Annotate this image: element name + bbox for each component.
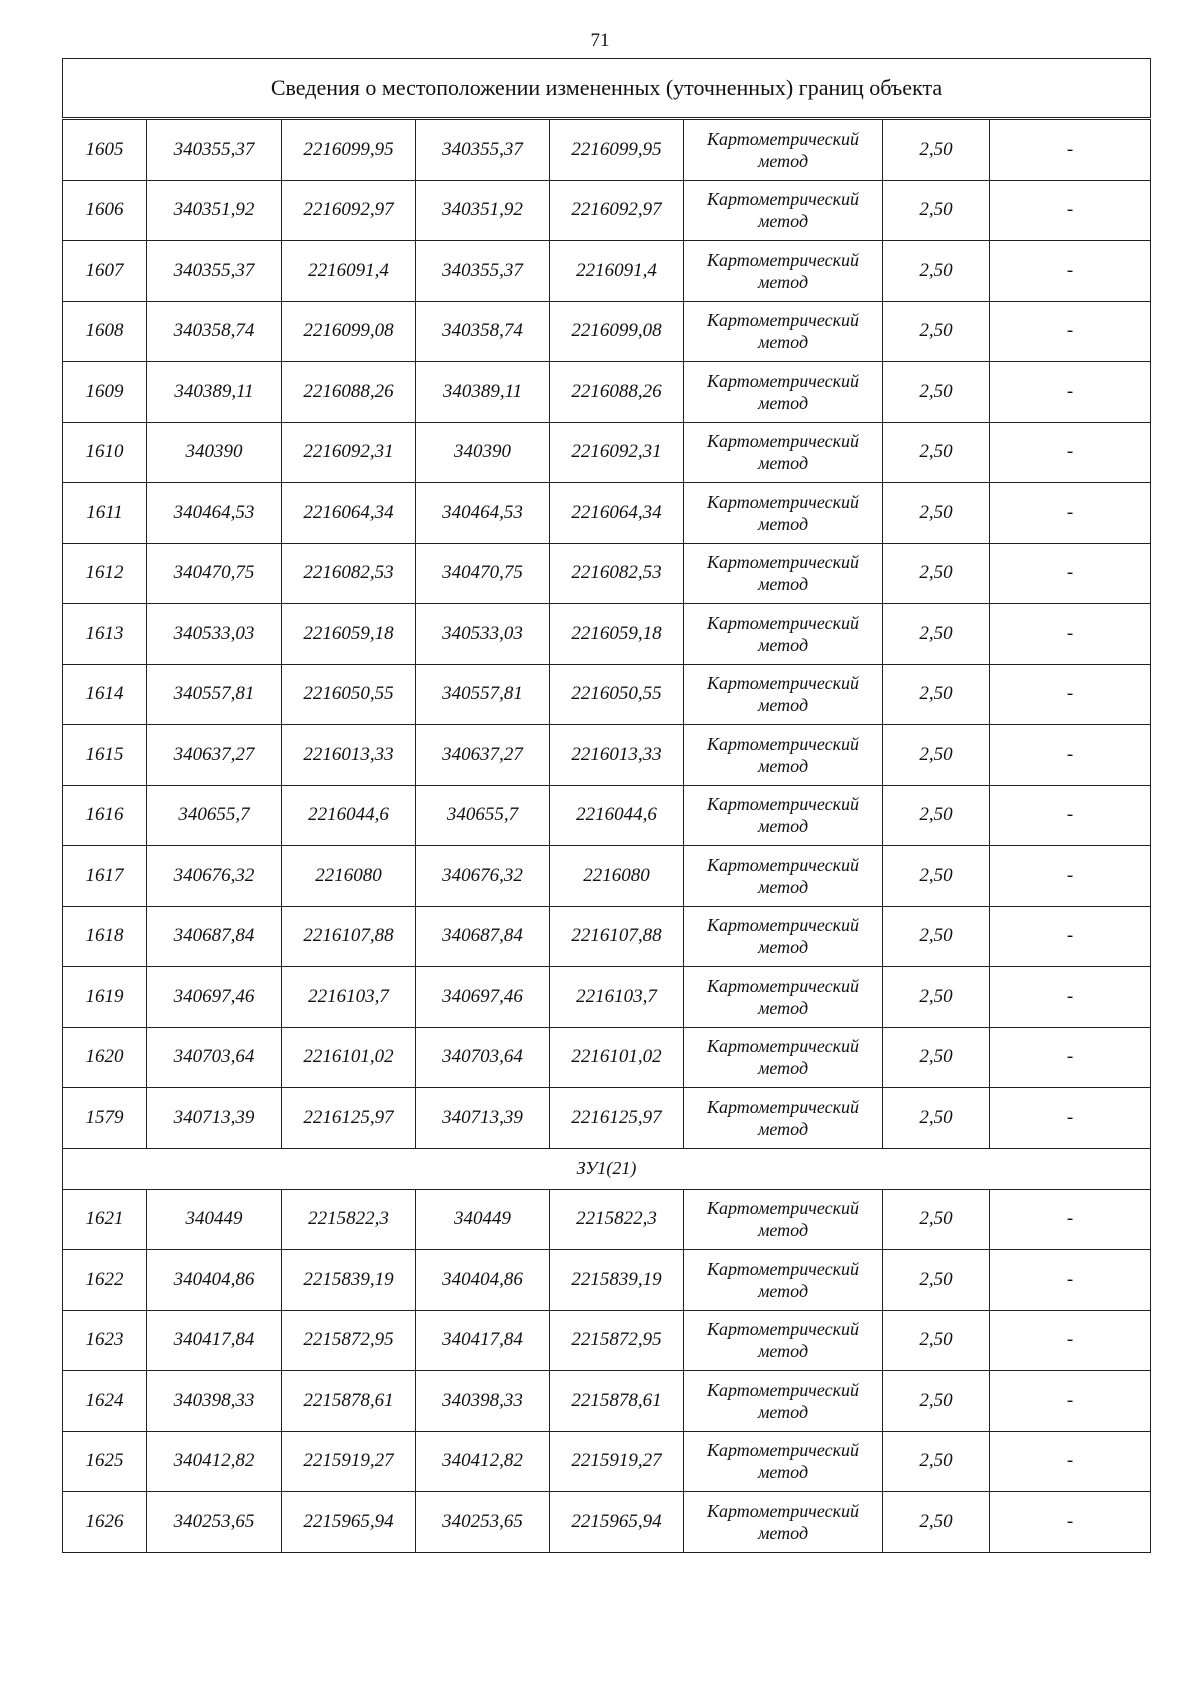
method-line-1: Картометрический bbox=[706, 915, 859, 936]
refined-x-cell: 340355,37 bbox=[416, 119, 550, 181]
refined-y-cell: 2216107,88 bbox=[550, 906, 684, 967]
refined-y-cell: 2215872,95 bbox=[550, 1310, 684, 1371]
accuracy-cell: 2,50 bbox=[883, 906, 990, 967]
method-line-2: метод bbox=[757, 1401, 809, 1422]
point-number-cell: 1608 bbox=[63, 301, 147, 362]
method-line-2: метод bbox=[757, 876, 809, 897]
method-line-2: метод bbox=[757, 392, 809, 413]
existing-x-cell: 340464,53 bbox=[147, 483, 282, 544]
accuracy-cell: 2,50 bbox=[883, 1250, 990, 1311]
accuracy-cell: 2,50 bbox=[883, 119, 990, 181]
table-row bbox=[63, 967, 1151, 1028]
refined-x-cell: 340355,37 bbox=[416, 241, 550, 302]
method-line-1: Картометрический bbox=[706, 612, 859, 633]
accuracy-cell: 2,50 bbox=[883, 1027, 990, 1088]
refined-x-cell: 340404,86 bbox=[416, 1250, 550, 1311]
refined-y-cell: 2216099,08 bbox=[550, 301, 684, 362]
refined-x-cell: 340676,32 bbox=[416, 846, 550, 907]
point-number-cell: 1622 bbox=[63, 1250, 147, 1311]
method-line-2: метод bbox=[757, 1341, 809, 1362]
existing-x-cell: 340687,84 bbox=[147, 906, 282, 967]
existing-x-cell: 340637,27 bbox=[147, 725, 282, 786]
existing-y-cell: 2216088,26 bbox=[282, 362, 416, 423]
accuracy-cell: 2,50 bbox=[883, 846, 990, 907]
accuracy-cell: 2,50 bbox=[883, 1310, 990, 1371]
method-cell bbox=[684, 604, 883, 665]
method-cell bbox=[684, 362, 883, 423]
existing-x-cell: 340351,92 bbox=[147, 180, 282, 241]
accuracy-cell: 2,50 bbox=[883, 785, 990, 846]
existing-y-cell: 2216092,31 bbox=[282, 422, 416, 483]
existing-x-cell: 340390 bbox=[147, 422, 282, 483]
refined-y-cell: 2216099,95 bbox=[550, 119, 684, 181]
point-number-cell: 1623 bbox=[63, 1310, 147, 1371]
existing-y-cell: 2216082,53 bbox=[282, 543, 416, 604]
method-line-1: Картометрический bbox=[706, 1036, 859, 1057]
method-line-2: метод bbox=[757, 695, 809, 716]
refined-y-cell: 2216092,31 bbox=[550, 422, 684, 483]
refined-y-cell: 2216050,55 bbox=[550, 664, 684, 725]
table-title: Сведения о местоположении измененных (уточненных) границ объекта bbox=[63, 59, 1151, 119]
existing-y-cell: 2216103,7 bbox=[282, 967, 416, 1028]
method-line-1: Картометрический bbox=[706, 1500, 859, 1521]
existing-x-cell: 340404,86 bbox=[147, 1250, 282, 1311]
existing-x-cell: 340557,81 bbox=[147, 664, 282, 725]
point-number-cell: 1606 bbox=[63, 180, 147, 241]
refined-x-cell: 340412,82 bbox=[416, 1431, 550, 1492]
point-number-cell: 1618 bbox=[63, 906, 147, 967]
method-line-1: Картометрический bbox=[706, 128, 859, 149]
refined-x-cell: 340351,92 bbox=[416, 180, 550, 241]
method-line-1: Картометрический bbox=[706, 1379, 859, 1400]
point-number-cell: 1611 bbox=[63, 483, 147, 544]
table-row bbox=[63, 119, 1151, 181]
existing-x-cell: 340389,11 bbox=[147, 362, 282, 423]
note-cell: - bbox=[990, 301, 1151, 362]
table-row bbox=[63, 1088, 1151, 1149]
method-line-1: Картометрический bbox=[706, 1440, 859, 1461]
refined-x-cell: 340713,39 bbox=[416, 1088, 550, 1149]
accuracy-cell: 2,50 bbox=[883, 422, 990, 483]
refined-x-cell: 340417,84 bbox=[416, 1310, 550, 1371]
table-row bbox=[63, 1027, 1151, 1088]
method-line-1: Картометрический bbox=[706, 1319, 859, 1340]
refined-y-cell: 2215822,3 bbox=[550, 1189, 684, 1250]
accuracy-cell: 2,50 bbox=[883, 301, 990, 362]
refined-y-cell: 2216101,02 bbox=[550, 1027, 684, 1088]
method-line-2: метод bbox=[757, 1220, 809, 1241]
refined-x-cell: 340697,46 bbox=[416, 967, 550, 1028]
method-cell bbox=[684, 1189, 883, 1250]
method-line-1: Картометрический bbox=[706, 1198, 859, 1219]
table-row bbox=[63, 483, 1151, 544]
method-cell bbox=[684, 967, 883, 1028]
method-cell bbox=[684, 725, 883, 786]
method-line-2: метод bbox=[757, 574, 809, 595]
method-line-2: метод bbox=[757, 755, 809, 776]
note-cell: - bbox=[990, 1492, 1151, 1553]
method-line-1: Картометрический bbox=[706, 491, 859, 512]
refined-y-cell: 2216091,4 bbox=[550, 241, 684, 302]
method-line-1: Картометрический bbox=[706, 249, 859, 270]
point-number-cell: 1624 bbox=[63, 1371, 147, 1432]
refined-y-cell: 2216092,97 bbox=[550, 180, 684, 241]
note-cell: - bbox=[990, 1088, 1151, 1149]
existing-y-cell: 2216013,33 bbox=[282, 725, 416, 786]
existing-y-cell: 2216099,08 bbox=[282, 301, 416, 362]
note-cell: - bbox=[990, 241, 1151, 302]
note-cell: - bbox=[990, 119, 1151, 181]
method-line-2: метод bbox=[757, 211, 809, 232]
note-cell: - bbox=[990, 846, 1151, 907]
refined-x-cell: 340557,81 bbox=[416, 664, 550, 725]
method-line-1: Картометрический bbox=[706, 310, 859, 331]
refined-x-cell: 340389,11 bbox=[416, 362, 550, 423]
table-row bbox=[63, 543, 1151, 604]
existing-x-cell: 340697,46 bbox=[147, 967, 282, 1028]
note-cell: - bbox=[990, 967, 1151, 1028]
table-row bbox=[63, 1250, 1151, 1311]
existing-y-cell: 2215965,94 bbox=[282, 1492, 416, 1553]
refined-y-cell: 2216103,7 bbox=[550, 967, 684, 1028]
table-row bbox=[63, 664, 1151, 725]
method-line-1: Картометрический bbox=[706, 552, 859, 573]
method-cell bbox=[684, 664, 883, 725]
method-cell bbox=[684, 1027, 883, 1088]
point-number-cell: 1620 bbox=[63, 1027, 147, 1088]
note-cell: - bbox=[990, 785, 1151, 846]
note-cell: - bbox=[990, 362, 1151, 423]
method-cell bbox=[684, 301, 883, 362]
point-number-cell: 1617 bbox=[63, 846, 147, 907]
refined-x-cell: 340358,74 bbox=[416, 301, 550, 362]
existing-x-cell: 340676,32 bbox=[147, 846, 282, 907]
refined-x-cell: 340655,7 bbox=[416, 785, 550, 846]
method-line-2: метод bbox=[757, 1280, 809, 1301]
existing-x-cell: 340703,64 bbox=[147, 1027, 282, 1088]
accuracy-cell: 2,50 bbox=[883, 1189, 990, 1250]
existing-x-cell: 340470,75 bbox=[147, 543, 282, 604]
method-cell bbox=[684, 906, 883, 967]
refined-y-cell: 2216013,33 bbox=[550, 725, 684, 786]
existing-x-cell: 340449 bbox=[147, 1189, 282, 1250]
existing-y-cell: 2215878,61 bbox=[282, 1371, 416, 1432]
existing-y-cell: 2215839,19 bbox=[282, 1250, 416, 1311]
existing-x-cell: 340355,37 bbox=[147, 119, 282, 181]
existing-y-cell: 2216044,6 bbox=[282, 785, 416, 846]
table-row bbox=[63, 785, 1151, 846]
table-row bbox=[63, 1189, 1151, 1250]
method-line-2: метод bbox=[757, 453, 809, 474]
accuracy-cell: 2,50 bbox=[883, 1088, 990, 1149]
point-number-cell: 1616 bbox=[63, 785, 147, 846]
refined-x-cell: 340390 bbox=[416, 422, 550, 483]
point-number-cell: 1614 bbox=[63, 664, 147, 725]
existing-y-cell: 2216059,18 bbox=[282, 604, 416, 665]
method-cell bbox=[684, 846, 883, 907]
method-line-2: метод bbox=[757, 1462, 809, 1483]
existing-y-cell: 2216064,34 bbox=[282, 483, 416, 544]
accuracy-cell: 2,50 bbox=[883, 967, 990, 1028]
point-number-cell: 1626 bbox=[63, 1492, 147, 1553]
existing-x-cell: 340713,39 bbox=[147, 1088, 282, 1149]
existing-y-cell: 2216125,97 bbox=[282, 1088, 416, 1149]
method-line-2: метод bbox=[757, 1118, 809, 1139]
method-cell bbox=[684, 1431, 883, 1492]
accuracy-cell: 2,50 bbox=[883, 664, 990, 725]
accuracy-cell: 2,50 bbox=[883, 483, 990, 544]
refined-x-cell: 340637,27 bbox=[416, 725, 550, 786]
method-line-1: Картометрический bbox=[706, 1096, 859, 1117]
existing-x-cell: 340358,74 bbox=[147, 301, 282, 362]
point-number-cell: 1621 bbox=[63, 1189, 147, 1250]
method-cell bbox=[684, 785, 883, 846]
accuracy-cell: 2,50 bbox=[883, 180, 990, 241]
method-line-2: метод bbox=[757, 271, 809, 292]
section-label: ЗУ1(21) bbox=[63, 1148, 1151, 1189]
existing-y-cell: 2215822,3 bbox=[282, 1189, 416, 1250]
existing-x-cell: 340655,7 bbox=[147, 785, 282, 846]
table-row bbox=[63, 1371, 1151, 1432]
page-number: 71 bbox=[590, 30, 610, 51]
method-line-1: Картометрический bbox=[706, 431, 859, 452]
method-line-2: метод bbox=[757, 332, 809, 353]
existing-y-cell: 2216092,97 bbox=[282, 180, 416, 241]
method-line-1: Картометрический bbox=[706, 1258, 859, 1279]
table-row bbox=[63, 1492, 1151, 1553]
method-cell bbox=[684, 241, 883, 302]
refined-x-cell: 340470,75 bbox=[416, 543, 550, 604]
boundary-coordinates-table bbox=[62, 58, 1151, 1553]
method-line-2: метод bbox=[757, 1522, 809, 1543]
point-number-cell: 1612 bbox=[63, 543, 147, 604]
method-cell bbox=[684, 483, 883, 544]
note-cell: - bbox=[990, 664, 1151, 725]
method-line-1: Картометрический bbox=[706, 975, 859, 996]
method-line-1: Картометрический bbox=[706, 673, 859, 694]
refined-y-cell: 2216064,34 bbox=[550, 483, 684, 544]
point-number-cell: 1605 bbox=[63, 119, 147, 181]
accuracy-cell: 2,50 bbox=[883, 241, 990, 302]
table-row bbox=[63, 725, 1151, 786]
method-line-2: метод bbox=[757, 1058, 809, 1079]
note-cell: - bbox=[990, 422, 1151, 483]
method-cell bbox=[684, 422, 883, 483]
existing-x-cell: 340533,03 bbox=[147, 604, 282, 665]
table-row bbox=[63, 1431, 1151, 1492]
method-line-1: Картометрический bbox=[706, 370, 859, 391]
existing-x-cell: 340398,33 bbox=[147, 1371, 282, 1432]
note-cell: - bbox=[990, 1250, 1151, 1311]
method-line-1: Картометрический bbox=[706, 794, 859, 815]
accuracy-cell: 2,50 bbox=[883, 725, 990, 786]
existing-y-cell: 2216099,95 bbox=[282, 119, 416, 181]
existing-y-cell: 2216050,55 bbox=[282, 664, 416, 725]
table-row bbox=[63, 906, 1151, 967]
method-line-2: метод bbox=[757, 634, 809, 655]
refined-x-cell: 340533,03 bbox=[416, 604, 550, 665]
existing-x-cell: 340417,84 bbox=[147, 1310, 282, 1371]
accuracy-cell: 2,50 bbox=[883, 1371, 990, 1432]
accuracy-cell: 2,50 bbox=[883, 543, 990, 604]
existing-x-cell: 340253,65 bbox=[147, 1492, 282, 1553]
table-title-row bbox=[63, 59, 1151, 119]
note-cell: - bbox=[990, 180, 1151, 241]
point-number-cell: 1615 bbox=[63, 725, 147, 786]
method-line-2: метод bbox=[757, 816, 809, 837]
refined-x-cell: 340449 bbox=[416, 1189, 550, 1250]
note-cell: - bbox=[990, 1371, 1151, 1432]
existing-y-cell: 2216091,4 bbox=[282, 241, 416, 302]
refined-y-cell: 2215839,19 bbox=[550, 1250, 684, 1311]
refined-x-cell: 340398,33 bbox=[416, 1371, 550, 1432]
note-cell: - bbox=[990, 1431, 1151, 1492]
method-line-1: Картометрический bbox=[706, 733, 859, 754]
refined-y-cell: 2216082,53 bbox=[550, 543, 684, 604]
existing-x-cell: 340412,82 bbox=[147, 1431, 282, 1492]
section-row bbox=[63, 1148, 1151, 1189]
note-cell: - bbox=[990, 483, 1151, 544]
existing-y-cell: 2215872,95 bbox=[282, 1310, 416, 1371]
note-cell: - bbox=[990, 604, 1151, 665]
note-cell: - bbox=[990, 1310, 1151, 1371]
existing-y-cell: 2216101,02 bbox=[282, 1027, 416, 1088]
method-cell bbox=[684, 1310, 883, 1371]
refined-y-cell: 2216125,97 bbox=[550, 1088, 684, 1149]
point-number-cell: 1609 bbox=[63, 362, 147, 423]
existing-y-cell: 2216107,88 bbox=[282, 906, 416, 967]
refined-y-cell: 2216059,18 bbox=[550, 604, 684, 665]
method-cell bbox=[684, 180, 883, 241]
accuracy-cell: 2,50 bbox=[883, 362, 990, 423]
method-cell bbox=[684, 119, 883, 181]
refined-y-cell: 2216080 bbox=[550, 846, 684, 907]
point-number-cell: 1579 bbox=[63, 1088, 147, 1149]
method-line-2: метод bbox=[757, 997, 809, 1018]
method-line-1: Картометрический bbox=[706, 854, 859, 875]
refined-x-cell: 340464,53 bbox=[416, 483, 550, 544]
point-number-cell: 1613 bbox=[63, 604, 147, 665]
point-number-cell: 1625 bbox=[63, 1431, 147, 1492]
method-cell bbox=[684, 1371, 883, 1432]
method-cell bbox=[684, 543, 883, 604]
note-cell: - bbox=[990, 725, 1151, 786]
refined-y-cell: 2216044,6 bbox=[550, 785, 684, 846]
table-row bbox=[63, 241, 1151, 302]
method-line-2: метод bbox=[757, 150, 809, 171]
table-row bbox=[63, 180, 1151, 241]
point-number-cell: 1607 bbox=[63, 241, 147, 302]
method-cell bbox=[684, 1250, 883, 1311]
refined-x-cell: 340687,84 bbox=[416, 906, 550, 967]
table-row bbox=[63, 362, 1151, 423]
method-cell bbox=[684, 1492, 883, 1553]
note-cell: - bbox=[990, 543, 1151, 604]
refined-y-cell: 2216088,26 bbox=[550, 362, 684, 423]
accuracy-cell: 2,50 bbox=[883, 1492, 990, 1553]
note-cell: - bbox=[990, 906, 1151, 967]
refined-y-cell: 2215878,61 bbox=[550, 1371, 684, 1432]
point-number-cell: 1619 bbox=[63, 967, 147, 1028]
table-row bbox=[63, 846, 1151, 907]
accuracy-cell: 2,50 bbox=[883, 1431, 990, 1492]
existing-y-cell: 2215919,27 bbox=[282, 1431, 416, 1492]
existing-y-cell: 2216080 bbox=[282, 846, 416, 907]
table-row bbox=[63, 604, 1151, 665]
accuracy-cell: 2,50 bbox=[883, 604, 990, 665]
table-row bbox=[63, 301, 1151, 362]
table-body bbox=[63, 59, 1151, 1553]
method-line-2: метод bbox=[757, 937, 809, 958]
existing-x-cell: 340355,37 bbox=[147, 241, 282, 302]
method-line-2: метод bbox=[757, 513, 809, 534]
refined-x-cell: 340703,64 bbox=[416, 1027, 550, 1088]
refined-x-cell: 340253,65 bbox=[416, 1492, 550, 1553]
refined-y-cell: 2215965,94 bbox=[550, 1492, 684, 1553]
point-number-cell: 1610 bbox=[63, 422, 147, 483]
refined-y-cell: 2215919,27 bbox=[550, 1431, 684, 1492]
method-cell bbox=[684, 1088, 883, 1149]
note-cell: - bbox=[990, 1189, 1151, 1250]
table-row bbox=[63, 422, 1151, 483]
table-row bbox=[63, 1310, 1151, 1371]
method-line-1: Картометрический bbox=[706, 189, 859, 210]
note-cell: - bbox=[990, 1027, 1151, 1088]
